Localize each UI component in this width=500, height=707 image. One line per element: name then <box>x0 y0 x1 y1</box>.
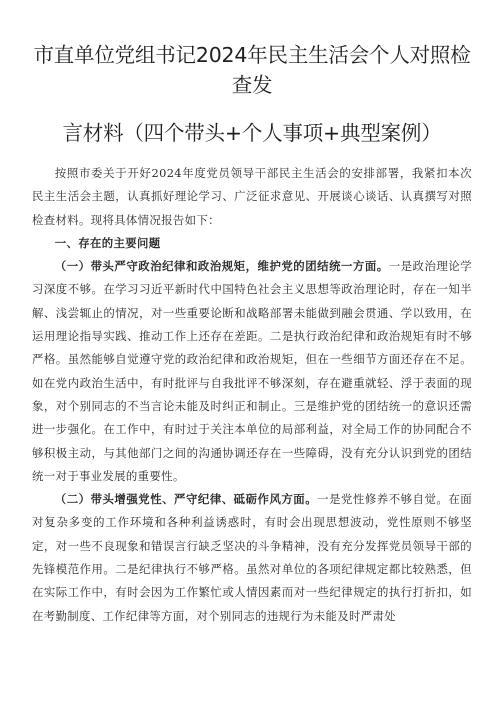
document-body <box>32 162 472 628</box>
subsection-text-2: 一是党性修养不够自觉。在面对复杂多变的工作环境和各种利益诱惑时，有时会出现思想波动，党性原则不够坚定，对一些不良现象和错误言行缺乏坚决的斗争精神，没有充分发挥党员领导干部的先锋模范作用。二是纪律执行不够严格。虽然对单位的各项纪律规定都比较熟悉，但在实际工作中，有时会因为工作繁忙或人情因素而对一些纪律规定的执行打折扣，如在考勤制度、工作纪律等方面，对个别同志的违规行为未能及时严肃处 <box>32 492 472 623</box>
section-heading-problems: 一、存在的主要问题 <box>54 235 161 250</box>
subsection-text-1: 一是政治理论学习深度不够。在学习习近平新时代中国特色社会主义思想等政治理论时，存在一知半解、浅尝辄止的情况，对一些重要论断和战略部署未能做到融会贯通、学以致用，在运用理论指导实践、推动工作上还存在差距。二是执行政治纪律和政治规矩有时不够严格。虽然能够自觉遵守党的政治纪律和政治规矩，但在一些细节方面还存在不足。如在党内政治生活中，有时批评与自我批评不够深刻，存在避重就轻、浮于表面的现象，对个别同志的不当言论未能及时纠正和制止。三是维护党的团结统一的意识还需进一步强化。在工作中，有时过于关注本单位的局部利益，对全局工作的协同配合不够积极主动，与其他部门之间的沟通协调还存在一些障碍，没有充分认识到党的团结统一对于事业发展的重要性。 <box>32 259 472 483</box>
title-line-1: 市直单位党组书记2024年民主生活会个人对照检查发 <box>33 43 471 97</box>
document-title <box>32 40 472 148</box>
subsection-paragraph-1 <box>32 255 472 488</box>
subsection-paragraph-2 <box>32 488 472 628</box>
intro-paragraph: 按照市委关于开好2024年度党员领导干部民主生活会的安排部署，我紧扣本次民主生活会主题，认真抓好理论学习、广泛征求意见、开展谈心谈话、认真撰写对照检查材料。现将具体情况报告如下： <box>32 166 472 227</box>
title-line-2: 言材料（四个带头+个人事项+典型案例） <box>62 121 442 145</box>
subsection-heading-2: （二）带头增强党性、严守纪律、砥砺作风方面。 <box>54 492 318 507</box>
subsection-heading-1: （一）带头严守政治纪律和政治规矩，维护党的团结统一方面。 <box>54 259 389 274</box>
